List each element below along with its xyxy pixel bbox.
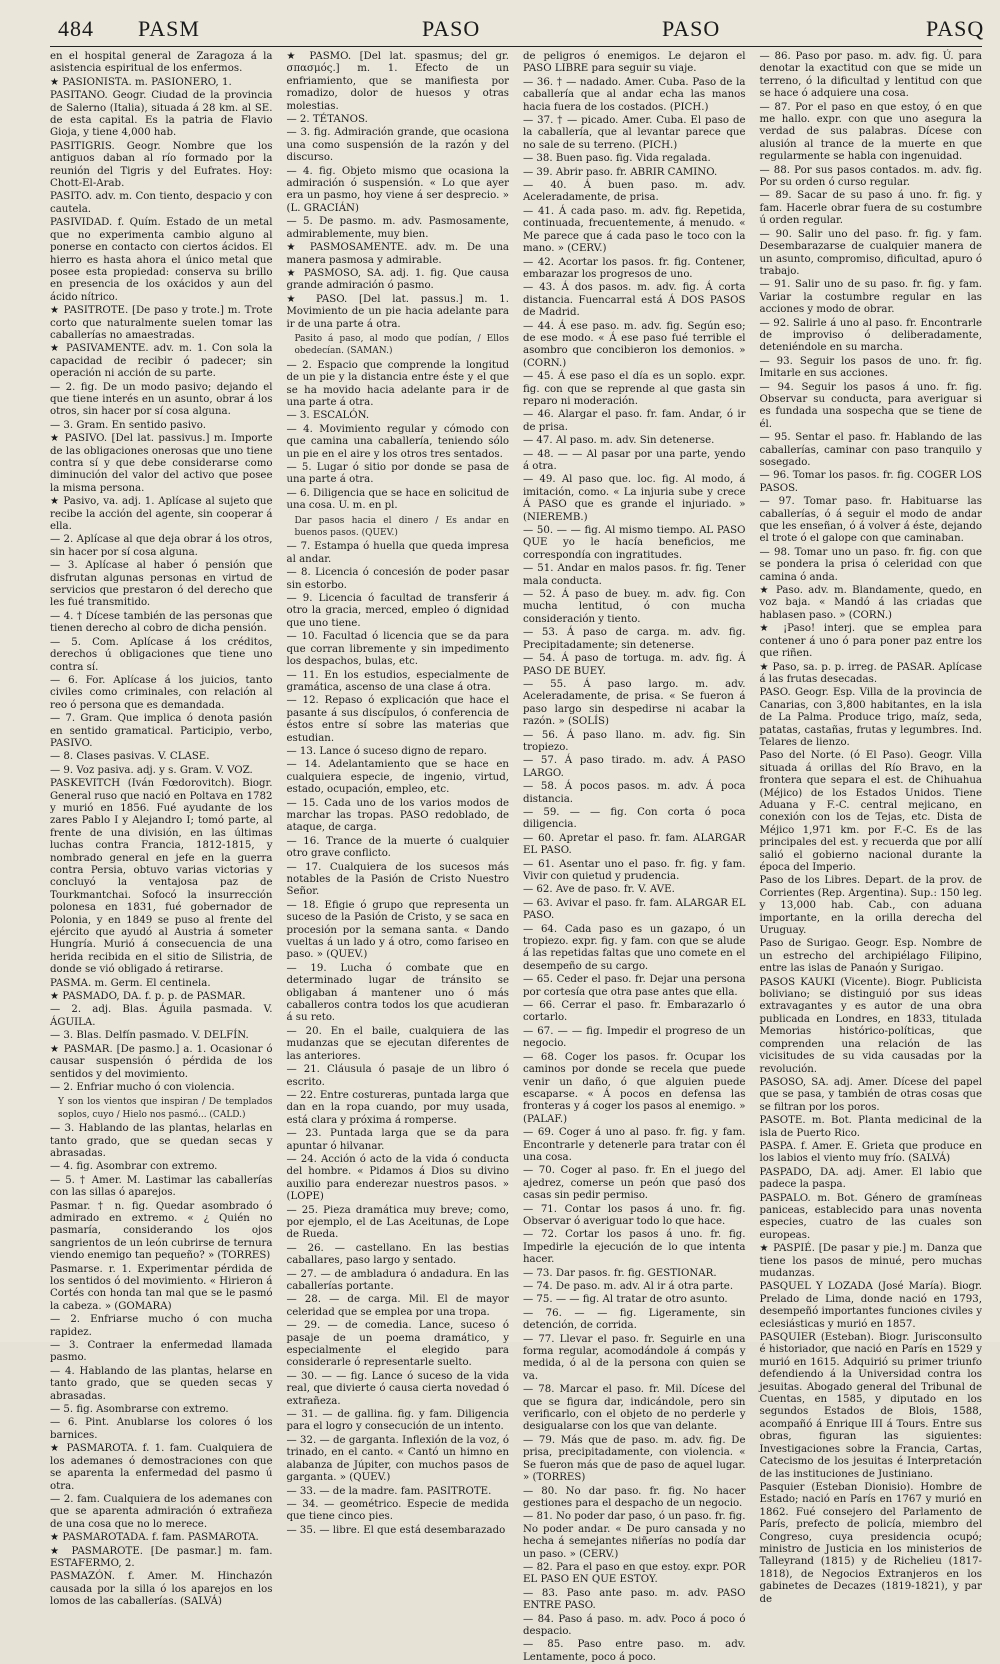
dictionary-entry: PASPADO, DA. adj. Amer. El labio que padece la paspa. <box>759 1166 982 1191</box>
page-number: 484 <box>58 16 94 41</box>
dictionary-entry: — 13. Lance ó suceso digno de reparo. <box>286 745 487 757</box>
dictionary-entry: Pasmarse. r. 1. Experimentar pérdida de los sentidos ó del movimiento. « Hirieron á Cortés con honda tan mal que se le pasmó la cabeza. » (GOMARA) <box>50 1263 273 1312</box>
dictionary-entry: PASQUIER (Esteban). Biogr. Jurisconsulto é historiador, que nació en París en 1529 y murió en 1615. Adquirió su primer triunfo defendiendo á la Universidad contra los jesuitas. Abogado general del Tribunal de Cuentas, en 1585, y diputado en los segundos Estados de Blois, 1588, acompañó á Enrique III á Tours. Entre sus obras, figuran las siguientes: Investigaciones sobre la Francia, Cartas, Catecismo de los jesuitas é Interpretación de las instituciones de Justiniano. <box>759 1332 982 1480</box>
dictionary-entry: ★ Paso. adv. m. Blandamente, quedo, en voz baja. « Mandó á las criadas que hablasen paso. » (CORN.) <box>759 585 982 621</box>
dictionary-entry: — 11. En los estudios, especialmente de gramática, ascenso de una clase á otra. <box>286 669 509 693</box>
dictionary-entry: — 8. Clases pasivas. V. CLASE. <box>50 751 210 763</box>
dictionary-entry: — 77. Llevar el paso. fr. Seguirle en una forma regular, acomodándole á compás y medida, ó al de la persona con quien se va. <box>523 1333 746 1382</box>
dictionary-entry: ★ PASIONISTA. m. PASIONERO, 1. <box>50 76 232 88</box>
dictionary-entry: — 2. Aplícase al que deja obrar á los otros, sin hacer por sí cosa alguna. <box>50 534 273 558</box>
dictionary-entry: — 5. † Amer. M. Lastimar las caballerías con las sillas ó aparejos. <box>50 1174 273 1199</box>
dictionary-entry: PASITANO. Geogr. Ciudad de la provincia de Salerno (Italia), situada á 28 km. al SE. de esta capital. Es la patria de Flavio Gioja, y tiene 4,000 hab. <box>50 90 273 139</box>
dictionary-entry: — 60. Apretar el paso. fr. fam. ALARGAR EL PASO. <box>523 832 746 857</box>
dictionary-entry: PASPALO. m. Bot. Género de gramíneas paniceas, establecido para unas noventa especies, cuatro de las cuales son europeas. <box>759 1192 982 1241</box>
dictionary-entry: — 4. † Dícese también de las personas que tienen derecho al cobro de dicha pensión. <box>50 610 273 635</box>
dictionary-entry: — 9. Voz pasiva. adj. y s. Gram. V. VOZ. <box>50 764 253 776</box>
dictionary-entry: — 84. Paso á paso. m. adv. Poco á poco ó despacio. <box>523 1613 746 1637</box>
dictionary-entry: — 36. † — nadado. Amer. Cuba. Paso de la caballería que al andar echa las manos hacia fuera de los costados. (PICH.) <box>523 76 746 113</box>
dictionary-entry: Pasito á paso, al modo que podían, / Ellos obedecían. (SAMAN.) <box>294 333 509 357</box>
dictionary-entry: — 28. — de carga. Mil. El de mayor celeridad que se emplea por una tropa. <box>286 1294 509 1318</box>
dictionary-entry: PASMAZÓN. f. Amer. M. Hinchazón causada por la silla ó los aparejos en los lomos de las caballerías. (SALVÁ) <box>50 1571 273 1608</box>
dictionary-entry: Pasmar. † n. fig. Quedar asombrado ó admirado en extremo. « ¿ Quién no pasmaría, considerando los ojos sangrientos de un león cubrirse de ternura viendo enemigo tan pequeño? » (TORRES) <box>50 1200 273 1262</box>
dictionary-entry: PASITIGRIS. Geogr. Nombre que los antiguos daban al río formado por la reunión del Tigris y del Eufrates. Hoy: Chott-El-Arab. <box>50 140 273 190</box>
dictionary-entry: — 94. Seguir los pasos á uno. fr. fig. Observar su conducta, para averiguar si es fundada una sospecha que se tiene de él. <box>759 381 982 430</box>
dictionary-entry: Paso del Norte. (ó El Paso). Geogr. Villa situada á orillas del Río Bravo, en la frontera que separa el est. de Chihuahua (Méjico) de los Estados Unidos. Tiene Aduana y F.-C. central mejicano, en conexión con los de Tejas, etc. Dista de Méjico 1,971 km. por F.-C. Es de las principales del est. y recuerda que por allí salió el gobierno nacional durante la época del Imperio. <box>759 750 982 873</box>
column-1 <box>50 51 273 1608</box>
dictionary-entry: — 33. — de la madre. fam. PASITROTE. <box>286 1485 492 1497</box>
dictionary-entry: ★ PASMO. [Del lat. spasmus; del gr. σπασμός.] m. 1. Efecto de un enfriamiento, que se manifiesta por romadizo, dolor de huesos y otras molestias. <box>286 51 509 112</box>
dictionary-entry: ★ PASMOSAMENTE. adv. m. De una manera pasmosa y admirable. <box>286 242 509 266</box>
dictionary-entry: — 7. Gram. Que implica ó denota pasión en sentido gramatical. Participio, verbo, PASIVO. <box>50 713 273 749</box>
dictionary-entry: — 2. Enfriarse mucho ó con mucha rapidez. <box>50 1314 273 1338</box>
dictionary-entry: — 66. Cerrar el paso. fr. Embarazarlo ó cortarlo. <box>523 1000 746 1024</box>
dictionary-entry: ★ Pasivo, va. adj. 1. Aplícase al sujeto que recibe la acción del agente, sin cooperar á ella. <box>50 496 273 533</box>
dictionary-entry: — 92. Salirle á uno al paso. fr. Encontrarle de improviso ó deliberadamente, deteniéndole en su marcha. <box>759 317 982 354</box>
dictionary-entry: — 6. Diligencia que se hace en solicitud de una cosa. U. m. en pl. <box>286 487 509 512</box>
dictionary-entry: — 43. Á dos pasos. m. adv. fig. Á corta distancia. Fuencarral está Á DOS PASOS de Madrid. <box>523 282 746 319</box>
dictionary-entry: — 35. — libre. El que está desembarazado <box>286 1524 506 1536</box>
column-2 <box>286 51 510 1536</box>
dictionary-entry: — 83. Paso ante paso. m. adv. PASO ENTRE PASO. <box>523 1587 746 1612</box>
dictionary-entry: — 76. — — fig. Ligeramente, sin detención, de corrida. <box>523 1307 746 1332</box>
dictionary-entry: — 38. Buen paso. fig. Vida regalada. <box>523 153 711 165</box>
dictionary-entry: — 2. fig. De un modo pasivo; dejando el que tiene interés en un asunto, obrar á los otros, sin hacer por sí cosa alguna. <box>50 381 273 418</box>
dictionary-entry: — 42. Acortar los pasos. fr. fig. Contener, embarazar los progresos de uno. <box>523 256 746 280</box>
dictionary-entry: — 46. Alargar el paso. fr. fam. Andar, ó ir de prisa. <box>523 409 746 433</box>
dictionary-entry: — 8. Licencia ó concesión de poder pasar sin estorbo. <box>286 567 509 591</box>
dictionary-entry: — 6. For. Aplícase á los juicios, tanto civiles como criminales, con relación al reo ó persona que es demandada. <box>50 674 273 711</box>
dictionary-entry: PASOS KAUKI (Vicente). Biogr. Publicista boliviano; se distinguió por sus ideas extravagantes y es autor de una obra publicada en Londres, en 1833, titulada Memorias histórico-políticas, que comprenden una relación de las vicisitudes de su vida causadas por la revolución. <box>759 976 982 1075</box>
dictionary-entry: — 95. Sentar el paso. fr. Hablando de las caballerías, caminar con paso tranquilo y sosegado. <box>759 432 982 468</box>
dictionary-entry: — 3. Contraer la enfermedad llamada pasmo. <box>50 1340 273 1364</box>
dictionary-entry: — 27. — de ambladura ó andadura. En las caballerías portante. <box>286 1268 509 1292</box>
dictionary-entry: PASO. Geogr. Esp. Villa de la provincia de Canarias, con 3,800 habitantes, en la isla de La Palma. Produce trigo, maíz, seda, patatas, castañas, frutas y legumbres. Ind. Telares de lienzo. <box>759 687 982 748</box>
dictionary-entry: — 47. Al paso. m. adv. Sin detenerse. <box>523 435 715 447</box>
dictionary-entry: — 19. Lucha ó combate que en determinado lugar de tránsito se obligaban á mantener uno ó más caballeros contra todos los que acudieran á su reto. <box>286 962 509 1024</box>
dictionary-entry: — 45. Á ese paso el día es un soplo. expr. fig. con que se reprende al que gasta sin reparo ni moderación. <box>523 371 746 407</box>
dictionary-entry: — 90. Salir uno del paso. fr. fig. y fam. Desembarazarse de cualquier manera de un asunto, compromiso, dificultad, apuro ó trabajo. <box>759 228 982 277</box>
dictionary-entry: ★ PASMAROTE. [De pasmar.] m. fam. ESTAFERMO, 2. <box>50 1545 273 1569</box>
dictionary-entry: — 87. Por el paso en que estoy, ó en que me hallo. expr. con que uno asegura la verdad de sus palabras. Dícese con alusión al trance de la muerte en que regularmente se habla con ingenuidad. <box>759 101 982 163</box>
dictionary-entry: — 2. adj. Blas. Águila pasmada. V. ÁGUILA. <box>50 1004 273 1028</box>
guide-word-4: PASQ <box>926 16 985 41</box>
dictionary-entry: — 50. — — fig. Al mismo tiempo. AL PASO QUE yo le hacía beneficios, me correspondía con ingratitudes. <box>523 525 746 561</box>
dictionary-entry: — 3. ESCALÓN. <box>286 410 370 422</box>
dictionary-entry: — 4. Movimiento regular y cómodo con que camina una caballería, teniendo sólo un pie en el aire y los otros tres sentados. <box>286 423 509 460</box>
dictionary-entry: — 67. — — fig. Impedir el progreso de un negocio. <box>523 1025 746 1050</box>
dictionary-entry: — 3. Aplícase al haber ó pensión que disfrutan algunas personas en virtud de servicios que prestaron ó del derecho que les fué transmitido. <box>50 560 273 609</box>
dictionary-entry: — 39. Abrir paso. fr. ABRIR CAMINO. <box>523 166 718 178</box>
dictionary-entry: — 53. Á paso de carga. m. adv. fig. Precipitadamente; sin detenerse. <box>523 627 746 651</box>
dictionary-entry: PASOTE. m. Bot. Planta medicinal de la isla de Puerto Rico. <box>759 1115 982 1139</box>
dictionary-entry: — 26. — castellano. En las bestias caballares, paso largo y sentado. <box>286 1242 509 1267</box>
dictionary-entry: Paso de Surigao. Geogr. Esp. Nombre de un estrecho del archipiélago Filipino, entre las islas de Panaón y Surigao. <box>759 938 982 975</box>
dictionary-entry: — 7. Estampa ó huella que queda impresa al andar. <box>286 541 509 565</box>
dictionary-entry: — 49. Al paso que. loc. fig. Al modo, á imitación, como. « La injuria sube y crece Á PASO que es grande el injuriado. » (NIEREMB.) <box>523 474 746 523</box>
dictionary-entry: — 3. Blas. Delfín pasmado. V. DELFÍN. <box>50 1030 249 1042</box>
dictionary-entry: — 12. Repaso ó explicación que hace el pasante á sus discípulos, ó conferencia de éstos entre sí sobre las materias que estudian. <box>286 695 509 744</box>
dictionary-entry: — 16. Trance de la muerte ó cualquier otro grave conflicto. <box>286 835 509 860</box>
dictionary-entry: — 86. Paso por paso. m. adv. fig. Ú. para denotar la exactitud con que se mide un terreno, ó la dificultad y lentitud con que se hace ó adquiere una cosa. <box>759 51 982 100</box>
dictionary-entry: — 75. — — fig. Al tratar de otro asunto. <box>523 1294 728 1306</box>
dictionary-entry: — 97. Tomar paso. fr. Habituarse las caballerías, ó á seguir el modo de andar que les enseñan, ó á volver á éste, dejando el trote ó el galope con que caminaban. <box>759 496 982 545</box>
dictionary-entry: — 64. Cada paso es un gazapo, ó un tropiezo. expr. fig. y fam. con que se alude á las repetidas faltas que uno comete en el desempeño de su cargo. <box>523 923 746 972</box>
dictionary-entry: — 4. fig. Objeto mismo que ocasiona la admiración ó suspensión. « Lo que ayer era un pasmo, hoy viene á ser desprecio. » (L. GRACIÁN) <box>286 165 509 214</box>
dictionary-entry: PASOSO, SA. adj. Amer. Dícese del papel que se pasa, y también de otras cosas que se filtran por los poros. <box>759 1076 982 1113</box>
dictionary-entry: en el hospital general de Zaragoza á la asistencia espiritual de los enfermos. <box>50 51 273 75</box>
dictionary-entry: — 59. — — fig. Con corta ó poca diligencia. <box>523 806 746 831</box>
dictionary-entry: ★ PASO. [Del lat. passus.] m. 1. Movimiento de un pie hacia adelante para ir de una parte á otra. <box>286 293 509 330</box>
dictionary-entry: — 88. Por sus pasos contados. m. adv. fig. Por su orden ó curso regular. <box>759 164 982 189</box>
dictionary-entry: — 80. No dar paso. fr. fig. No hacer gestiones para el despacho de un negocio. <box>523 1485 746 1509</box>
dictionary-entry: PASKEVITCH (Iván Fœdorovitch). Biogr. General ruso que nació en Poltava en 1782 y murió en 1856. Fué ayudante de los zares Pablo I y Alejandro I; tomó parte, al frente de una división, en las últimas luchas contra Francia, 1812-1815, y nombrado general en jefe en la guerra contra Persia, obtuvo varias victorias y concluyó la ventajosa paz de Tourkmantchai. Sofocó la insurrección polonesa en 1831, fué gobernador de Polonia, y en 1849 se puso al frente del ejército que ayudó al Austria á someter Hungría. Murió á consecuencia de una herida recibida en el sitio de Silistria, de donde se vió obligado á retirarse. <box>50 778 273 976</box>
dictionary-entry: — 34. — geométrico. Especie de medida que tiene cinco pies. <box>286 1498 509 1523</box>
dictionary-entry: — 23. Puntada larga que se da para apuntar ó hilvanar. <box>286 1128 509 1152</box>
dictionary-entry: — 3. Gram. En sentido pasivo. <box>50 419 206 431</box>
dictionary-entry: — 2. Espacio que comprende la longitud de un pie y la distancia entre éste y el que se ha movido hacia adelante para ir de una parte á otra. <box>286 359 509 408</box>
column-3 <box>523 51 746 1663</box>
dictionary-entry: ★ PASMAROTADA. f. fam. PASMAROTA. <box>50 1532 259 1544</box>
dictionary-entry: — 2. fam. Cualquiera de los ademanes con que se aparenta admiración ó extrañeza de una cosa que no lo merece. <box>50 1493 273 1530</box>
dictionary-entry: — 15. Cada uno de los varios modos de marchar las tropas. PASO redoblado, de ataque, de carga. <box>286 797 509 834</box>
dictionary-entry: — 2. Enfriar mucho ó con violencia. <box>50 1081 235 1093</box>
dictionary-entry: — 56. Á paso llano. m. adv. fig. Sin tropiezo. <box>523 729 746 753</box>
dictionary-entry: — 5. fig. Asombrarse con extremo. <box>50 1404 229 1416</box>
dictionary-entry: — 93. Seguir los pasos de uno. fr. fig. Imitarle en sus acciones. <box>759 355 982 380</box>
dictionary-entry: — 52. Á paso de buey. m. adv. fig. Con mucha lentitud, ó con mucha consideración y tiento. <box>523 589 746 625</box>
dictionary-entry: — 72. Cortar los pasos á uno. fr. fig. Impedirle la ejecución de lo que intenta hacer. <box>523 1229 746 1266</box>
dictionary-entry: PASMA. m. Germ. El centinela. <box>50 977 211 989</box>
dictionary-entry: — 62. Ave de paso. fr. V. AVE. <box>523 884 675 896</box>
dictionary-entry: — 79. Más que de paso. m. adv. fig. De prisa, precipitadamente, con violencia. « Se fueron más que de paso de aquel lugar. » (TORRES) <box>523 1434 746 1484</box>
dictionary-entry: — 6. Pint. Anublarse los colores ó los barnices. <box>50 1417 273 1441</box>
dictionary-entry: — 20. En el baile, cualquiera de las mudanzas que se ejecutan diferentes de las anteriores. <box>286 1025 509 1062</box>
dictionary-entry: — 2. TÉTANOS. <box>286 114 368 126</box>
dictionary-entry: de peligros ó enemigos. Le dejaron el PASO LIBRE para seguir su viaje. <box>523 51 746 75</box>
dictionary-entry: — 10. Facultad ó licencia que se da para que corran libremente y sin impedimento los despachos, bulas, etc. <box>286 631 509 668</box>
dictionary-entry: — 85. Paso entre paso. m. adv. Lentamente, poco á poco. <box>523 1639 746 1663</box>
dictionary-entry: — 4. Hablando de las plantas, helarse en tanto grado, que se queden secas y abrasadas. <box>50 1365 273 1402</box>
dictionary-entry: PASQUEL Y LOZADA (José María). Biogr. Prelado de Lima, donde nació en 1793, desempeñó importantes funciones civiles y eclesiásticas y murió en 1857. <box>759 1281 982 1330</box>
dictionary-entry: — 37. † — picado. Amer. Cuba. El paso de la caballería, que al levantar parece que no sale de su terreno. (PICH.) <box>523 115 746 151</box>
dictionary-entry: — 51. Andar en malos pasos. fr. fig. Tener mala conducta. <box>523 563 746 587</box>
dictionary-entry: — 81. No poder dar paso, ó un paso. fr. fig. No poder andar. « De puro cansada y no hecha á semejantes niñerías no podía dar un paso. » (CERV.) <box>523 1511 746 1560</box>
dictionary-entry: — 5. De pasmo. m. adv. Pasmosamente, admirablemente, muy bien. <box>286 216 509 240</box>
dictionary-entry: Paso de los Libres. Depart. de la prov. de Corrientes (Rep. Argentina). Sup.: 150 leg. y 13,000 hab. Cab., con aduana importante, en la orilla derecha del Uruguay. <box>759 875 982 937</box>
dictionary-entry: Dar pasos hacia el dinero / Es andar en buenos pasos. (QUEV.) <box>294 515 509 539</box>
column-4 <box>759 51 983 1605</box>
dictionary-entry: ★ PASIVO. [Del lat. passivus.] m. Importe de las obligaciones onerosas que uno tiene contra sí y que debe considerarse como diminución del valor del activo que posee la misma persona. <box>50 433 273 494</box>
dictionary-entry: — 96. Tomar los pasos. fr. fig. COGER LOS PASOS. <box>759 470 982 494</box>
dictionary-entry: Y son los vientos que inspiran / De templados soplos, cuyo / Hielo nos pasmó... (CALD.) <box>58 1097 273 1120</box>
dictionary-entry: — 98. Tomar uno un paso. fr. fig. con que se pondera la prisa ó celeridad con que camina ó anda. <box>759 546 982 583</box>
dictionary-entry: — 5. Com. Aplícase á los créditos, derechos ú obligaciones que tiene uno contra sí. <box>50 636 273 673</box>
dictionary-entry: — 21. Cláusula ó pasaje de un libro ó escrito. <box>286 1064 509 1088</box>
dictionary-entry: — 41. Á cada paso. m. adv. fig. Repetida, continuada, frecuentemente, á menudo. « Me parece que á cada paso le toco con la mano. » (CERV.) <box>523 205 746 255</box>
dictionary-entry: — 9. Licencia ó facultad de transferir á otro la gracia, merced, empleo ó dignidad que uno tiene. <box>286 593 509 629</box>
dictionary-entry: — 71. Contar los pasos á uno. fr. fig. Observar ó averiguar todo lo que hace. <box>523 1203 746 1227</box>
guide-word-1: PASM <box>138 16 200 41</box>
dictionary-entry: — 57. Á paso tirado. m. adv. Á PASO LARGO. <box>523 755 746 779</box>
dictionary-entry: — 32. — de garganta. Inflexión de la voz, ó trinado, en el canto. « Cantó un himno en alabanza de Júpiter, con muchos pasos de garganta. » (QUEV.) <box>286 1434 509 1484</box>
dictionary-entry: — 63. Avivar el paso. fr. fam. ALARGAR EL PASO. <box>523 897 746 922</box>
dictionary-entry: — 82. Para el paso en que estoy. expr. POR EL PASO EN QUE ESTOY. <box>523 1561 746 1586</box>
dictionary-entry: — 69. Coger á uno al paso. fr. fig. y fam. Encontrarle y detenerle para tratar con él una cosa. <box>523 1127 746 1163</box>
dictionary-entry: — 65. Ceder el paso. fr. Dejar una persona por cortesía que otra pase antes que ella. <box>523 974 746 998</box>
dictionary-entry: — 14. Adelantamiento que se hace en cualquiera especie, de ingenio, virtud, estado, ocupación, empleo, etc. <box>286 759 509 796</box>
guide-word-2: PASO <box>422 16 481 41</box>
dictionary-entry: — 24. Acción ó acto de la vida ó conducta del hombre. « Pidamos á Dios su divino auxilio para enderezar nuestros pasos. » (LOPE) <box>286 1153 509 1203</box>
dictionary-entry: — 74. De paso. m. adv. Al ir á otra parte. <box>523 1281 734 1292</box>
dictionary-entry: — 17. Cualquiera de los sucesos más notables de la Pasión de Cristo Nuestro Señor. <box>286 861 509 898</box>
dictionary-entry: — 22. Entre costureras, puntada larga que dan en la ropa cuando, por muy usada, está clara y próxima á romperse. <box>286 1089 509 1126</box>
dictionary-entry: — 89. Sacar de su paso á uno. fr. fig. y fam. Hacerle obrar fuera de su costumbre ú orden regular. <box>759 190 982 227</box>
dictionary-entry: PASPA. f. Amer. E. Grieta que produce en los labios el viento muy frío. (SALVÁ) <box>759 1140 982 1165</box>
dictionary-entry: ★ ¡Paso! interj. que se emplea para contener á uno ó para poner paz entre los que riñen. <box>759 623 982 660</box>
dictionary-entry: — 91. Salir uno de su paso. fr. fig. y fam. Variar la costumbre regular en las acciones y modo de obrar. <box>759 279 982 316</box>
dictionary-entry: PASIVIDAD. f. Quím. Estado de un metal que no experimenta cambio alguno al ponerse en contacto con ciertos ácidos. El hierro es hasta ahora el único metal que posee esta propiedad: conserva su brillo en presencia de los oxácidos y aun del ácido nítrico. <box>50 217 273 303</box>
dictionary-entry: ★ PASIVAMENTE. adv. m. 1. Con sola la capacidad de recibir ó padecer; sin operación ni acción de su parte. <box>50 343 273 380</box>
dictionary-entry: — 5. Lugar ó sitio por donde se pasa de una parte á otra. <box>286 462 509 486</box>
dictionary-entry: — 78. Marcar el paso. fr. Mil. Dícese del que se figura dar, indicándole, pero sin verificarlo, con el objeto de no perderle y desigualarse con los que van delante. <box>523 1384 746 1433</box>
dictionary-entry: ★ PASMADO, DA. f. p. p. de PASMAR. <box>50 991 246 1003</box>
page-header <box>50 12 985 47</box>
dictionary-entry: — 68. Coger los pasos. fr. Ocupar los caminos por donde se recela que puede venir un daño, ó que alguien puede escaparse. « Á pocos en defensa las fronteras y á coger los pasos al enemigo. » (PALAF.) <box>523 1051 746 1125</box>
dictionary-entry: — 18. Efigie ó grupo que representa un suceso de la Pasión de Cristo, y se saca en procesión por la semana santa. « Dando vueltas á un lado y á otro, como fariseo en paso. » (QUEV.) <box>286 899 509 961</box>
dictionary-entry: — 3. fig. Admiración grande, que ocasiona una como suspensión de la razón y del discurso. <box>286 127 509 164</box>
dictionary-entry: — 54. Á paso de tortuga. m. adv. fig. Á PASO DE BUEY. <box>523 653 746 677</box>
dictionary-entry: ★ PASITROTE. [De paso y trote.] m. Trote corto que naturalmente suelen tomar las caballerías no amaestradas. <box>50 305 273 341</box>
dictionary-entry: — 44. Á ese paso. m. adv. fig. Según eso; de ese modo. « Á ese paso fué terrible el asombro que concibieron los demonios. » (CORN.) <box>523 320 746 369</box>
dictionary-entry: — 3. Hablando de las plantas, helarlas en tanto grado, que se quedan secas y abrasadas. <box>50 1123 273 1159</box>
dictionary-entry: — 48. — — Al pasar por una parte, yendo á otra. <box>523 448 746 472</box>
dictionary-entry: — 25. Pieza dramática muy breve; como, por ejemplo, el de Las Aceitunas, de Lope de Rueda. <box>286 1204 509 1241</box>
dictionary-entry: ★ Paso, sa. p. p. irreg. de PASAR. Aplícase á las frutas desecadas. <box>759 661 982 685</box>
dictionary-entry: ★ PASMOSO, SA. adj. 1. fig. Que causa grande admiración ó pasmo. <box>286 267 509 292</box>
dictionary-entry: — 61. Asentar uno el paso. fr. fig. y fam. Vivir con quietud y prudencia. <box>523 858 746 882</box>
dictionary-entry: — 29. — de comedia. Lance, suceso ó pasaje de un poema dramático, y especialmente el elegido para considerarle ó representarle suelto. <box>286 1320 509 1369</box>
dictionary-entry: — 31. — de gallina. fig. y fam. Diligencia para el logro y consecución de un intento. <box>286 1409 509 1433</box>
dictionary-entry: — 4. fig. Asombrar con extremo. <box>50 1161 218 1173</box>
text-columns <box>50 51 982 1663</box>
dictionary-entry: — 58. Á pocos pasos. m. adv. Á poca distancia. <box>523 781 746 805</box>
guide-word-3: PASO <box>662 16 721 41</box>
dictionary-entry: — 70. Coger al paso. fr. En el juego del ajedrez, comerse un peón que pasó dos casas sin pedir permiso. <box>523 1165 746 1202</box>
dictionary-entry: — 55. Á paso largo. m. adv. Aceleradamente, de prisa. « Se fueron á paso largo sin despedirse ni acabar la razón. » (SOLÍS) <box>523 678 746 728</box>
dictionary-entry: Pasquier (Esteban Dionisio). Hombre de Estado; nació en París en 1767 y murió en 1862. Fué consejero del Parlamento de París, prefecto de policía, miembro del Congreso, cuya presidencia ocupó; ministro de Justicia en los ministerios de Talleyrand (1815) y de Richelieu (1817-1818), de Negocios Extranjeros en los gabinetes de Decazes (1819-1821), y par de <box>759 1481 982 1605</box>
dictionary-entry: — 30. — — fig. Lance ó suceso de la vida real, que divierte ó causa cierta novedad ó extrañeza. <box>286 1370 509 1407</box>
dictionary-entry: ★ PASPIÉ. [De pasar y pie.] m. Danza que tiene los pasos de minué, pero muchas mudanzas. <box>759 1243 982 1279</box>
dictionary-entry: PASITO. adv. m. Con tiento, despacio y con cautela. <box>50 191 273 215</box>
dictionary-entry: — 40. Á buen paso. m. adv. Aceleradamente, de prisa. <box>523 180 746 204</box>
dictionary-entry: ★ PASMAR. [De pasmo.] a. 1. Ocasionar ó causar suspensión ó pérdida de los sentidos y del movimiento. <box>50 1043 273 1080</box>
dictionary-entry: ★ PASMAROTA. f. 1. fam. Cualquiera de los ademanes ó demostraciones con que se aparenta la enfermedad del pasmo ú otra. <box>50 1443 273 1492</box>
dictionary-entry: — 73. Dar pasos. fr. fig. GESTIONAR. <box>523 1267 717 1279</box>
